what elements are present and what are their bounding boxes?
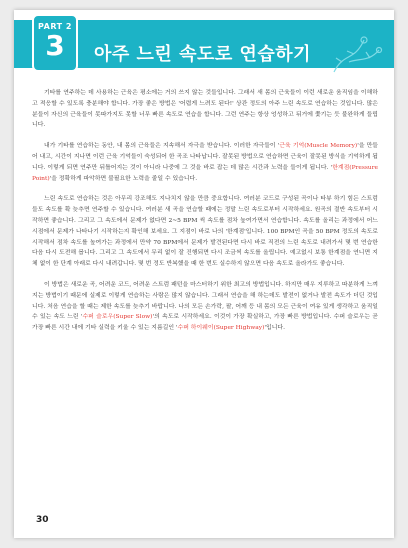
body-text — [32, 88, 378, 344]
paragraph-text: 기타를 연주하는 데 사용하는 근육은 평소에는 거의 쓰지 않는 것들입니다. 그래서 새 몸의 근육들이 이런 새로운 움직임을 이해하고 적응할 수 있도록 충분해야 합니다. 가장 좋은 방법은 '어렵게 느려도 된다!' 상관 정도의 아주 느린 속도로 연습하는 것입니다. 많은 분들이 자신의 근육들이 못따가지도 못할 너무 빠른 속도로 연습을 합니다. 그런 연주는 항상 엉성하고 뒤거에 쫓기는 듯 불완하게 들립니다. — [32, 90, 378, 129]
body-paragraph — [32, 88, 378, 131]
paragraph-text: '을 만들어 내고, 시간이 지나면 이런 근육 기억들이 숙성되어 한 곡조 나타납니다. 잘못된 방법으로 연습하면 근육이 잘못된 방식을 기억하게 됩니다. 이렇게 되면 연주만 뒤틀어지는 것이 아니라 나중에 그 것을 바로 잡는 데 많은 시간과 노력을 들이게 됩니다. ' — [32, 143, 378, 171]
highlighted-term: 수퍼 슬로우(Super Slow) — [82, 314, 153, 321]
paragraph-text: 내가 기타를 연습하는 동안, 내 몸의 근육들은 지속해서 자극을 받습니다. 이러한 자극들이 ' — [44, 143, 280, 150]
highlighted-term: 한계점(Pressure Point) — [32, 164, 378, 182]
part-number: 3 — [45, 29, 65, 62]
page-number: 30 — [36, 515, 49, 525]
body-paragraph — [32, 280, 378, 334]
paragraph-text: 이 방법은 새로운 곡, 어려운 코드, 어려운 스트럼 패턴을 마스터하기 위한 최고의 방법입니다. 하지만 매우 지루하고 따분하게 느껴지는 방법이기 때문에 실제로 이렇게 연습하는 사람은 많지 않습니다. 그래서 연습을 해 하는데도 발전이 없거나 발전 속도가 더딘 것입니다. 처음 연습을 할 때는 제한 속도를 늦추기 바랍니다. 나의 모든 손가락, 팔, 어깨 등 내 몸의 모든 근육이 여유 있게 생각하고 움직일 수 있는 속도 느린 ' — [32, 281, 378, 321]
body-paragraph — [32, 194, 378, 270]
chapter-title: 아주 느린 속도로 연습하기 — [94, 44, 312, 65]
paragraph-text: '을 정확하게 파악하면 불필요한 노력을 줄일 수 있습니다. — [49, 175, 198, 182]
paragraph-text: 느린 속도로 연습하는 것은 아무리 강조해도 지나치지 않을 만큼 중요합니다. 여러분 코드로 구성된 곡이나 타뷰 하기 힘든 스트럼들도 속도를 확 늦추면 연주할 수 있습니다. 여러분 새 곡을 연습할 때에는 정말 느린 속도로부터 시작하세요. 원곡의 절반 속도부터 시작하면 좋습니다. 그리고 그 속도에서 문제가 없다면 2~5 BPM 씩 속도를 점차 높여가면서 연습합니다. 속도를 올리는 과정에서 어느 시점에서 문제가 나타나기 시작하는지 확인해 보세요. 그 지점이 바로 나의 '한계점'입니다. 100 BPM인 곡을 50 BPM 정도의 속도로 시작해서 점차 속도를 높여가는 과정에서 만약 70 BPM에서 문제가 발견된다면 다시 바로 직전의 느린 속도로 내려가서 몇 번 연습한 다음 다시 도전해 봅니다. 그리고 그 속도에서 무리 없이 잘 진행되면 다시 조금씩 속도를 올립니다. 예고없시 보통 한계점을 연니면 지체 없이 한 단계 아래로 다시 내려갑니다. 몇 번 정도 반복했을 때 한 번도 실수하지 않으면 다음 속도로 올라가도 좋습니다. — [32, 196, 378, 268]
paragraph-text: '의 속도로 시작하세요. 이것이 가장 확실하고, 가장 빠른 방법입니다. 수퍼 슬로우는 곧 가장 빠른 시간 내에 기타 실력을 키울 수 있는 지름길인 ' — [32, 314, 378, 332]
paragraph-text: '입니다. — [264, 325, 285, 332]
body-paragraph — [32, 141, 378, 184]
part-badge — [32, 14, 78, 72]
part-label: PART 2 — [38, 22, 72, 31]
highlighted-term: 근육 기억(Muscle Memory) — [279, 143, 358, 150]
floral-decoration-icon — [324, 32, 384, 76]
highlighted-term: 수퍼 하이웨이(Super Highway) — [177, 325, 265, 332]
book-page — [14, 10, 394, 538]
